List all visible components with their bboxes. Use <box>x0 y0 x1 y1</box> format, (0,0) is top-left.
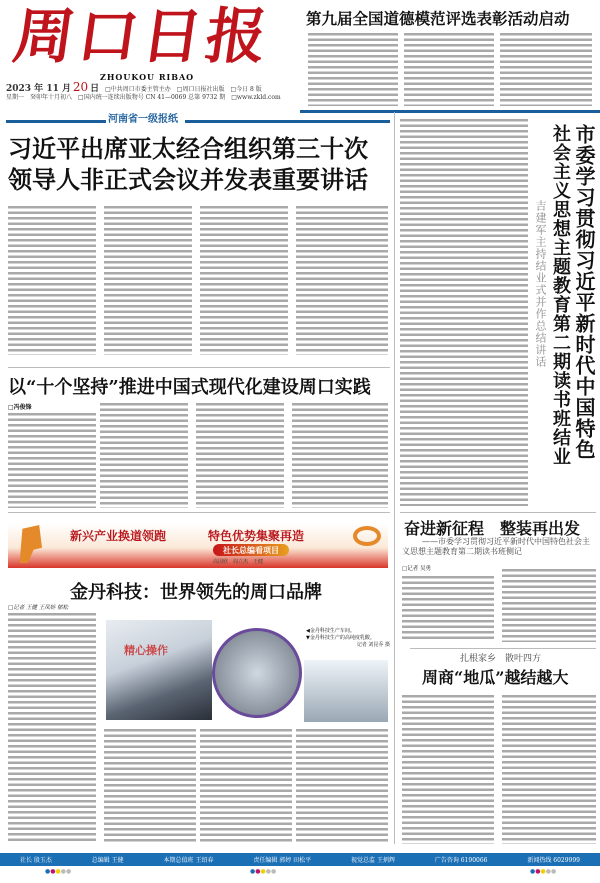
footer-item: 视觉总监 王炳辉 <box>351 857 395 864</box>
ten-byline: □冯俊锋 <box>8 404 32 411</box>
ten-headline: 以“十个坚持”推进中国式现代化建设周口实践 <box>8 377 371 398</box>
apec-headline-line2: 领导人非正式会议并发表重要讲话 <box>8 166 368 194</box>
footer-item: 广告咨询 6190066 <box>434 857 488 864</box>
sponsor-info: □中共周口市委主管主办 □周口日报社出版 □今日 8 版 <box>105 86 262 93</box>
color-registration-icon: ●●●●● <box>250 868 277 875</box>
jindan-body-col3 <box>200 728 292 844</box>
sweet-body-col2 <box>502 694 596 844</box>
jindan-headline: 金丹科技：世界领先的周口品牌 <box>70 582 322 603</box>
jindan-captions <box>306 628 390 649</box>
color-registration-icon: ●●●●● <box>45 868 72 875</box>
rank-label: 河南省一级报纸 <box>108 114 178 125</box>
excavator-icon <box>14 525 42 563</box>
color-registration-icon: ●●●●● <box>530 868 557 875</box>
sweet-kicker: 扎根家乡 散叶四方 <box>460 654 542 664</box>
moral-body-col3 <box>500 32 592 106</box>
rank-bar-right <box>185 120 390 123</box>
column-divider <box>394 112 395 844</box>
footer-item: 社长 殷玉杰 <box>19 857 52 864</box>
gear-icon <box>353 526 381 546</box>
date-suffix: 日 <box>90 84 100 94</box>
lunar-date: 星期一 癸卯年十月初八 <box>6 94 73 101</box>
footer-bar <box>0 853 600 866</box>
footer-item: 责任编辑 郭婷 田松平 <box>253 857 312 864</box>
footer-item: 总编辑 王健 <box>91 857 124 864</box>
date-prefix: 2023 年 11 月 <box>6 84 71 94</box>
project-banner <box>8 523 388 568</box>
factory-circle-photo <box>212 628 302 718</box>
moral-body-col1 <box>308 32 398 106</box>
jindan-body-col4 <box>296 728 388 844</box>
caption-2: ▼金丹科技生产的高纯度乳酸。 <box>306 635 375 641</box>
date-day: 20 <box>72 80 89 94</box>
masthead-pinyin: ZHOUKOU RIBAO <box>100 72 195 82</box>
product-photo <box>304 660 388 722</box>
ten-body-col2 <box>100 402 188 508</box>
divider <box>410 648 596 649</box>
ten-body-col3 <box>196 402 284 508</box>
divider <box>8 367 390 368</box>
dateline <box>6 80 294 101</box>
ten-body-col4 <box>292 402 388 508</box>
rank-bar-left <box>6 120 106 123</box>
photo-sign: 精心操作 <box>124 644 168 657</box>
sweet-body-col1 <box>402 694 494 844</box>
ten-body-col1 <box>8 412 96 508</box>
caption-3: 记者 刘昆乔 摄 <box>356 642 390 648</box>
jindan-body-col1 <box>8 612 96 844</box>
moral-headline: 第九届全国道德模范评选表彰活动启动 <box>306 9 570 28</box>
study-body <box>400 118 528 506</box>
forward-body-col1 <box>402 575 494 642</box>
study-subtitle: 吉建军主持结业式并作总结讲话 <box>534 200 547 368</box>
divider <box>8 512 390 513</box>
issn-info: □国内统一连续出版物号 CN 41—0069 总第 9732 期 □www.zkld.com <box>78 94 281 101</box>
forward-byline: □记者 吴勇 <box>402 566 431 572</box>
footer-item: 新闻热线 6029999 <box>527 857 580 864</box>
jindan-body-col2 <box>104 728 196 844</box>
apec-body-col2 <box>104 205 192 355</box>
apec-headline <box>8 134 368 196</box>
banner-tag: 社长总编看项目 <box>213 544 289 556</box>
forward-body-col2 <box>502 568 596 642</box>
moral-body-col2 <box>404 32 494 106</box>
workshop-photo <box>106 620 212 720</box>
divider <box>400 512 596 513</box>
study-headline-col1: 市委学习贯彻习近平新时代中国特色 <box>572 124 596 460</box>
jindan-byline: □记者 王健 王凤娇 郁松 <box>8 605 68 611</box>
banner-credit: 高国欣 周立杰 王健 <box>213 559 264 565</box>
section-rule <box>300 110 600 113</box>
caption-1: ◀金丹科技生产车间。 <box>306 628 355 634</box>
banner-line1: 新兴产业换道领跑 <box>70 529 167 543</box>
banner-line2: 特色优势集聚再造 <box>208 529 305 543</box>
apec-body-col3 <box>200 205 288 355</box>
footer-item: 本期总值班 王绍春 <box>163 857 214 864</box>
apec-body-col4 <box>296 205 388 355</box>
forward-subtitle: ——市委学习贯彻习近平新时代中国特色社会主义思想主题教育第二期读书班侧记 <box>402 537 590 556</box>
forward-headline: 奋进新征程 整装再出发 <box>404 519 581 538</box>
apec-headline-line1: 习近平出席亚太经合组织第三十次 <box>8 135 368 163</box>
masthead-logo: 周口日报 <box>9 2 275 72</box>
apec-body-col1 <box>8 205 96 355</box>
sweet-headline: 周商“地瓜”越结越大 <box>422 668 569 687</box>
study-headline-col2: 社会主义思想主题教育第二期读书班结业 <box>550 124 571 466</box>
